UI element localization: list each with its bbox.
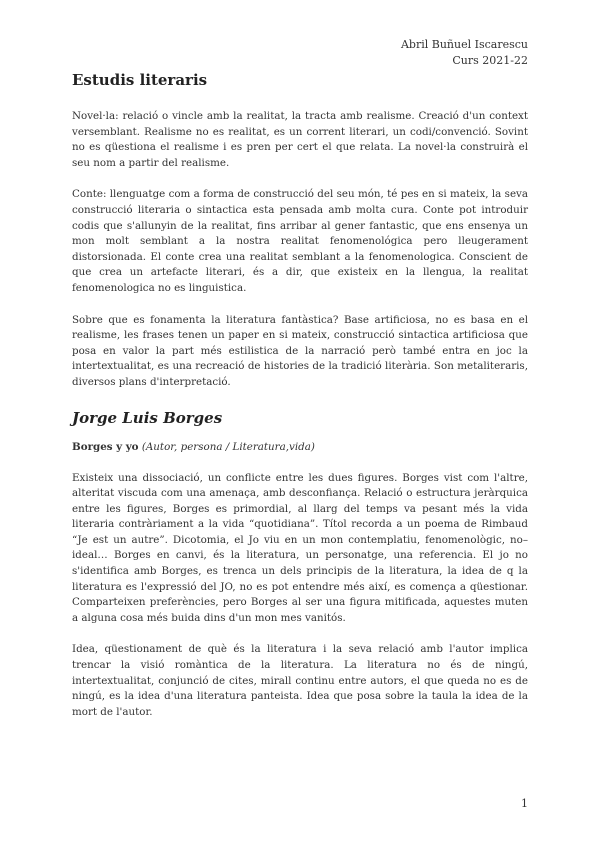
paragraph-novella: Novel·la: relació o vincle amb la realitat, la tracta amb realisme. Creació d'un context versemblant. Realisme no es realitat, es un corrent literari, un codi/convenció. Sovint no es qüestiona el realisme i es pren per cert el que relata. La novel·la construirà el seu nom a partir del realisme.	[72, 110, 528, 169]
subsection-heading	[72, 439, 528, 455]
paragraph-questionament: Idea, qüestionament de què és la literatura i la seva relació amb l'autor implica trencar la visió romàntica de la literatura. La literatura no és de ningú, intertextualitat, conjunció de cites, mirall continu entre autors, el que queda no es de ningú, es la idea d'una literatura panteista. Idea que posa sobre la taula la idea de la mort de l'autor.	[72, 643, 528, 718]
section-title-estudis-literaris: Estudis literaris	[72, 71, 208, 89]
paragraph-literatura-fantastica: Sobre que es fonamenta la literatura fantàstica? Base artificiosa, no es basa en el realisme, les frases tenen un paper en si mateix, construcció sintactica artificiosa que posa en valor la part més estilistica de la narració però també entra en joc la intertextualitat, es una recreació de histories de la tradició literària. Son metaliteraris, diversos plans d'interpretació.	[72, 313, 528, 388]
paragraph-dissociacio: Existeix una dissociació, un conflicte entre les dues figures. Borges vist com l'altre, alteritat viscuda com una amenaça, amb desconfiança. Relació o estructura jeràrquica entre les figures, Borges es primordial, al llarg del temps va pesant més la vida literaria contràriament a la vida “quotidiana”. Títol recorda a un poema de Rimbaud “Je est un autre”. Dicotomia, el Jo viu en un mon contemplatiu, fenomenològic, no–ideal… Borges en canvi, és la literatura, un personatge, una referencia. El jo no s'identifica amb Borges, es trenca un dels principis de la literatura, la idea de q la literatura es l'expressió del JO, no es pot entendre més així, es comença a qüestionar. Comparteixen preferències, pero Borges al ser una figura mitificada, aquestes muten a alguna cosa més buida dins d'un mon mes vanitós.	[72, 471, 528, 624]
author-name: Abril Buñuel Iscarescu	[400, 38, 528, 51]
subsection-title: Borges y yo	[72, 440, 139, 453]
page-header	[401, 37, 528, 69]
page-number: 1	[521, 797, 528, 810]
section-title-borges: Jorge Luis Borges	[72, 408, 223, 427]
document-body	[72, 70, 528, 736]
course-year: Curs 2021-22	[452, 54, 528, 67]
subsection-note: (Autor, persona / Literatura,vida)	[141, 440, 315, 453]
paragraph-conte: Conte: llenguatge com a forma de construcció del seu món, té pes en si mateix, la seva construcció literaria o sintactica esta pensada amb molta cura. Conte pot introduir codis que s'allunyin de la realitat, fins arribar al gener fantastic, que ens ensenya un mon molt semblant a la nostra realitat fenomenológica pero lleugerament distorsionada. El conte crea una realitat semblant a la fenomenologica. Conscient de que crea un artefacte literari, és a dir, que existeix en la llengua, la realitat fenomenologica no es linguistica.	[72, 188, 528, 294]
